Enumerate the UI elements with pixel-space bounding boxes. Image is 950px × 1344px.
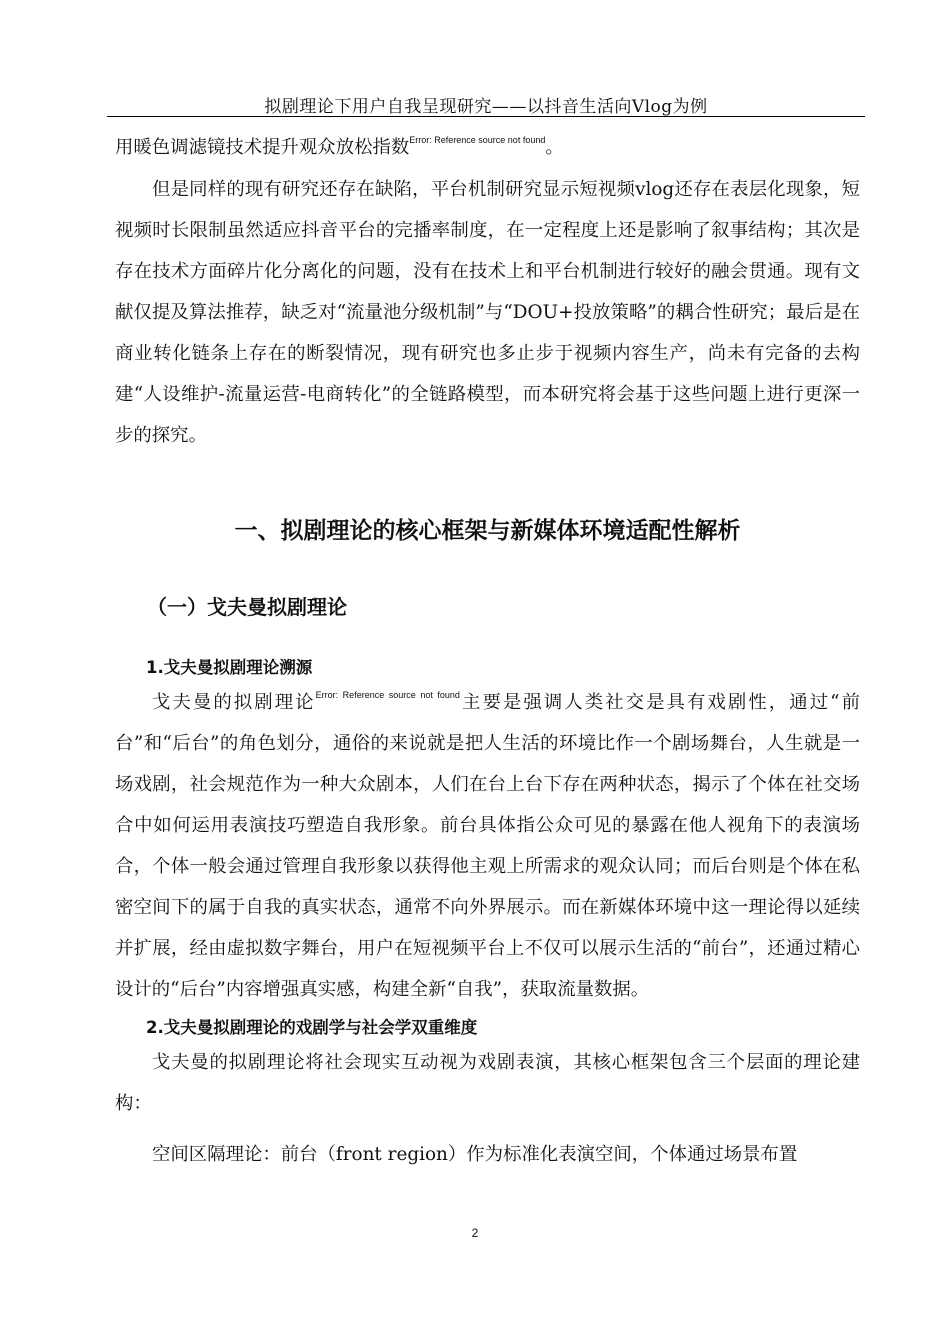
reference-error: Error: Reference source not found [409,135,546,145]
paragraph-space-separation: 空间区隔理论：前台（front region）作为标准化表演空间，个体通过场景布置 [152,1144,798,1165]
paragraph-lead: 戈夫曼的拟剧理论 [152,692,316,713]
page-number: 2 [471,1226,479,1240]
subsection-title-origin: 1.戈夫曼拟剧理论溯源 [146,658,313,677]
running-header: 拟剧理论下用户自我呈现研究——以抖音生活向Vlog为例 [264,97,708,117]
chapter-title: 一、拟剧理论的核心框架与新媒体环境适配性解析 [234,518,741,544]
reference-error: Error: Reference source not found [315,690,460,700]
paragraph-rest: 主要是强调人类社交是具有戏剧性，通过“前台”和“后台”的角色划分，通俗的来说就是把人生活的环境比作一个剧场舞台，人生就是一场戏剧，社会规范作为一种大众剧本，人们在台上台下存在两种状态，揭示了个体在社交场合中如何运用表演技巧塑造自我形象。前台具体指公众可见的暴露在他人视角下的表演场合，个体一般会通过管理自我形象以获得他主观上所需求的观众认同；而后台则是个体在私密空间下的属于自我的真实状态，通常不向外界展示。而在新媒体环境中这一理论得以延续并扩展，经由虚拟数字舞台，用户在短视频平台上不仅可以展示生活的“前台”，还通过精心设计的“后台”内容增强真实感，构建全新“自我”，获取流量数据。 [115,692,860,1000]
document-body [115,127,860,1175]
paragraph-tail: 。 [545,137,564,158]
paragraph-text: 用暖色调滤镜技术提升观众放松指数 [115,137,410,158]
paragraph-framework: 戈夫曼的拟剧理论将社会现实互动视为戏剧表演，其核心框架包含三个层面的理论建构： [115,1052,860,1114]
section-title: （一）戈夫曼拟剧理论 [147,595,347,619]
header-rule [107,116,865,117]
paragraph-research-gaps: 但是同样的现有研究还存在缺陷，平台机制研究显示短视频vlog还存在表层化现象，短视频时长限制虽然适应抖音平台的完播率制度，在一定程度上还是影响了叙事结构；其次是存在技术方面碎片化分离化的问题，没有在技术上和平台机制进行较好的融会贯通。现有文献仅提及算法推荐，缺乏对“流量池分级机制”与“DOU+投放策略”的耦合性研究；最后是在商业转化链条上存在的断裂情况，现有研究也多止步于视频内容生产，尚未有完备的去构建“人设维护-流量运营-电商转化”的全链路模型，而本研究将会基于这些问题上进行更深一步的探究。 [115,179,860,446]
subsection-title-dual-dimension: 2.戈夫曼拟剧理论的戏剧学与社会学双重维度 [146,1018,478,1037]
paragraph-intro-end [115,127,860,168]
paragraph-theory-origin [115,682,860,1010]
